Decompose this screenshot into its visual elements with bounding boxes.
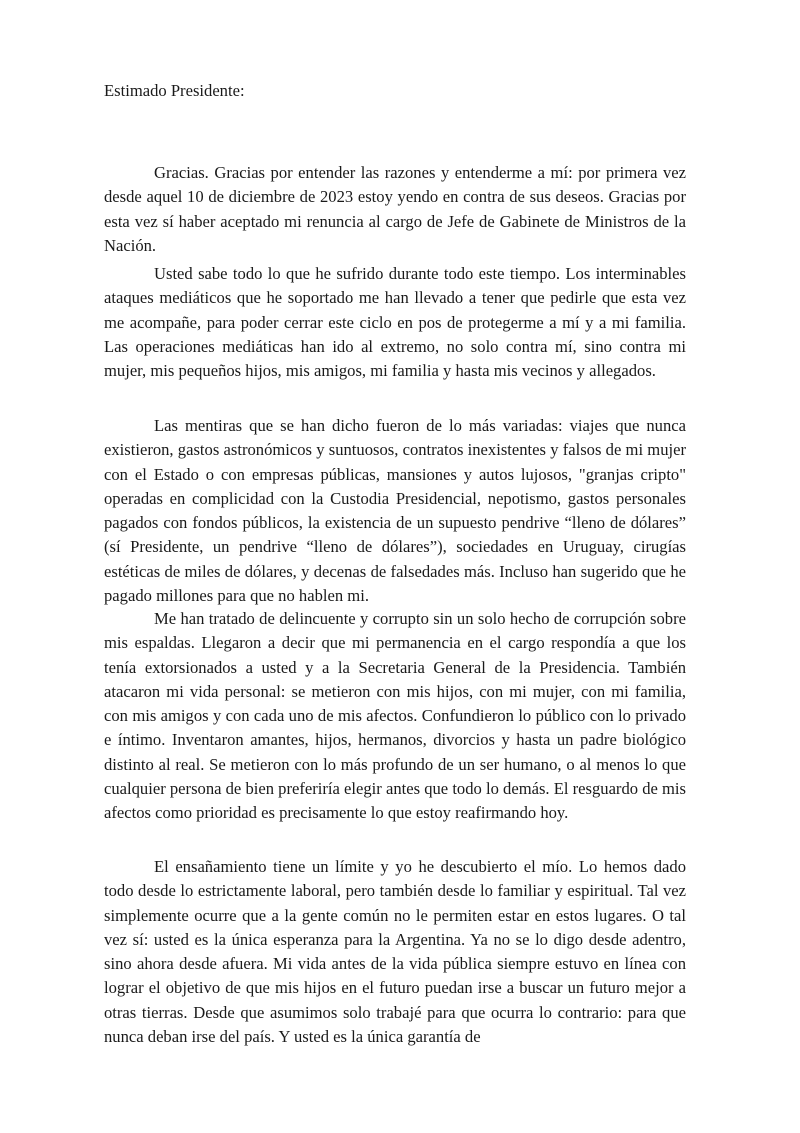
salutation: Estimado Presidente: [104, 81, 245, 100]
paragraph-4: Me han tratado de delincuente y corrupto sin un solo hecho de corrupción sobre mis espaldas. Llegaron a decir que mi permanencia en el cargo respondía a que los tenía extorsionados a usted y a la Secretaria General de la Presidencia. También atacaron mi vida personal: se metieron con mis hijos, con mi mujer, con mi familia, con mis amigos y con cada uno de mis afectos. Confundieron lo público con lo privado e íntimo. Inventaron amantes, hijos, hermanos, divorcios y hasta un padre biológico distinto al real. Se metieron con lo más profundo de un ser humano, o al menos lo que cualquier persona de bien preferiría elegir antes que todo lo demás. El resguardo de mis afectos como prioridad es precisamente lo que estoy reafirmando hoy. [104, 609, 686, 823]
paragraph-1: Gracias. Gracias por entender las razones y entenderme a mí: por primera vez desde aquel 10 de diciembre de 2023 estoy yendo en contra de sus deseos. Gracias por esta vez sí haber aceptado mi renuncia al cargo de Jefe de Gabinete de Ministros de la Nación. [104, 163, 686, 255]
paragraph-5: El ensañamiento tiene un límite y yo he descubierto el mío. Lo hemos dado todo desde lo estrictamente laboral, pero también desde lo familiar y espiritual. Tal vez simplemente ocurre que a la gente común no le permiten estar en estos lugares. O tal vez sí: usted es la única esperanza para la Argentina. Ya no se lo digo desde adentro, sino ahora desde afuera. Mi vida antes de la vida pública siempre estuvo en línea con lograr el objetivo de que mis hijos en el futuro puedan irse a buscar un futuro mejor a otras tierras. Desde que asumimos solo trabajé para que ocurra lo contrario: para que nunca deban irse del país. Y usted es la única garantía de [104, 857, 686, 1047]
paragraph-2: Usted sabe todo lo que he sufrido durante todo este tiempo. Los interminables ataques mediáticos que he soportado me han llevado a tener que pedirle que esta vez me acompañe, para poder cerrar este ciclo en pos de protegerme a mí y a mi familia. Las operaciones mediáticas han ido al extremo, no solo contra mí, sino contra mi mujer, mis pequeños hijos, mis amigos, mi familia y hasta mis vecinos y allegados. [104, 264, 686, 381]
paragraph-3: Las mentiras que se han dicho fueron de lo más variadas: viajes que nunca existieron, gastos astronómicos y suntuosos, contratos inexistentes y falsos de mi mujer con el Estado o con empresas públicas, mansiones y autos lujosos, "granjas cripto" operadas en complicidad con la Custodia Presidencial, nepotismo, gastos personales pagados con fondos públicos, la existencia de un supuesto pendrive “lleno de dólares” (sí Presidente, un pendrive “lleno de dólares”), sociedades en Uruguay, cirugías estéticas de miles de dólares, y decenas de falsedades más. Incluso han sugerido que he pagado millones para que no hablen mi. [104, 416, 686, 606]
